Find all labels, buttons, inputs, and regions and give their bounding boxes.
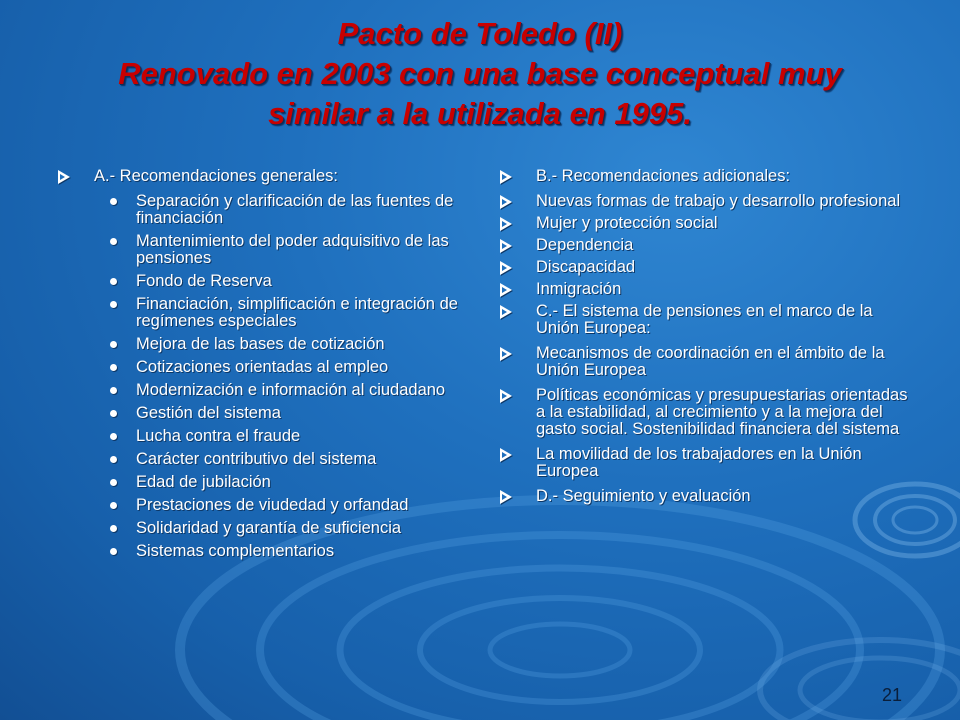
- list-item: [500, 281, 910, 298]
- title-line: Pacto de Toledo (II): [337, 16, 623, 51]
- list-item: [58, 168, 478, 185]
- list-item-text: Financiación, simplificación e integración de regímenes especiales: [136, 295, 458, 330]
- arrow-bullet-icon: [500, 261, 512, 275]
- dot-bullet-icon: [110, 238, 117, 245]
- list-item: [500, 168, 910, 185]
- list-item: [500, 215, 910, 232]
- list-item: [500, 345, 910, 379]
- dot-bullet-icon: [110, 341, 117, 348]
- list-item: [58, 520, 478, 537]
- list-item: [58, 428, 478, 445]
- list-item-text: Solidaridad y garantía de suficiencia: [136, 519, 402, 537]
- arrow-bullet-icon: [500, 283, 512, 297]
- arrow-bullet-icon: [500, 195, 512, 209]
- list-item: [58, 359, 478, 376]
- dot-bullet-icon: [110, 502, 117, 509]
- list-item-text: B.- Recomendaciones adicionales:: [536, 167, 791, 185]
- list-item: [58, 405, 478, 422]
- arrow-bullet-icon: [500, 448, 512, 462]
- list-item-text: Prestaciones de viudedad y orfandad: [136, 496, 409, 514]
- list-item-text: Mantenimiento del poder adquisitivo de las pensiones: [136, 232, 449, 267]
- dot-bullet-icon: [110, 479, 117, 486]
- list-item: [500, 387, 910, 438]
- list-item-text: Cotizaciones orientadas al empleo: [136, 358, 389, 376]
- list-item-text: Mejora de las bases de cotización: [136, 335, 385, 353]
- list-item: [500, 446, 910, 480]
- list-item: [58, 233, 478, 267]
- list-item-text: C.- El sistema de pensiones en el marco de la Unión Europea:: [536, 302, 873, 337]
- right-column: [500, 168, 910, 510]
- arrow-bullet-icon: [500, 305, 512, 319]
- arrow-bullet-icon: [58, 170, 70, 184]
- list-item-text: Separación y clarificación de las fuentes de financiación: [136, 192, 454, 227]
- dot-bullet-icon: [110, 548, 117, 555]
- arrow-bullet-icon: [500, 389, 512, 403]
- list-item-text: Edad de jubilación: [136, 473, 271, 491]
- list-item: [58, 193, 478, 227]
- section-heading: A.- Recomendaciones generales:: [94, 167, 338, 185]
- list-item-text: Nuevas formas de trabajo y desarrollo profesional: [536, 192, 901, 210]
- dot-bullet-icon: [110, 364, 117, 371]
- page-number: 21: [881, 685, 902, 705]
- arrow-bullet-icon: [500, 239, 512, 253]
- list-item-text: Políticas económicas y presupuestarias orientadas a la estabilidad, al crecimiento y a la mejora del gasto social. Sostenibilidad financiera del sistema: [536, 386, 908, 438]
- list-item-text: Fondo de Reserva: [136, 272, 272, 290]
- title-line: Renovado en 2003 con una base conceptual muy: [118, 56, 842, 91]
- list-item: [500, 193, 910, 210]
- list-item: [500, 259, 910, 276]
- list-item-text: La movilidad de los trabajadores en la Unión Europea: [536, 445, 862, 480]
- dot-bullet-icon: [110, 278, 117, 285]
- title-line: similar a la utilizada en 1995.: [268, 96, 692, 131]
- list-item: [500, 303, 910, 337]
- arrow-bullet-icon: [500, 170, 512, 184]
- list-item-text: Inmigración: [536, 280, 622, 298]
- list-item-text: Mujer y protección social: [536, 214, 718, 232]
- list-item-text: Mecanismos de coordinación en el ámbito de la Unión Europea: [536, 344, 885, 379]
- list-item: [58, 497, 478, 514]
- dot-bullet-icon: [110, 456, 117, 463]
- list-item: [58, 273, 478, 290]
- list-item-text: Dependencia: [536, 236, 634, 254]
- list-item: [58, 336, 478, 353]
- list-item-text: D.- Seguimiento y evaluación: [536, 487, 751, 505]
- arrow-bullet-icon: [500, 347, 512, 361]
- arrow-bullet-icon: [500, 490, 512, 504]
- list-item: [500, 488, 910, 505]
- list-item: [500, 237, 910, 254]
- dot-bullet-icon: [110, 387, 117, 394]
- left-column: [58, 168, 478, 566]
- list-item-text: Modernización e información al ciudadano: [136, 381, 446, 399]
- list-item-text: Carácter contributivo del sistema: [136, 450, 377, 468]
- arrow-bullet-icon: [500, 217, 512, 231]
- list-item: [58, 451, 478, 468]
- dot-bullet-icon: [110, 525, 117, 532]
- list-item-text: Lucha contra el fraude: [136, 427, 301, 445]
- list-item-text: Discapacidad: [536, 258, 636, 276]
- dot-bullet-icon: [110, 198, 117, 205]
- list-item-text: Sistemas complementarios: [136, 542, 335, 560]
- dot-bullet-icon: [110, 433, 117, 440]
- list-item: [58, 543, 478, 560]
- dot-bullet-icon: [110, 301, 117, 308]
- dot-bullet-icon: [110, 410, 117, 417]
- list-item-text: Gestión del sistema: [136, 404, 281, 422]
- list-item: [58, 474, 478, 491]
- list-item: [58, 382, 478, 399]
- slide-title: [60, 14, 900, 134]
- list-item: [58, 296, 478, 330]
